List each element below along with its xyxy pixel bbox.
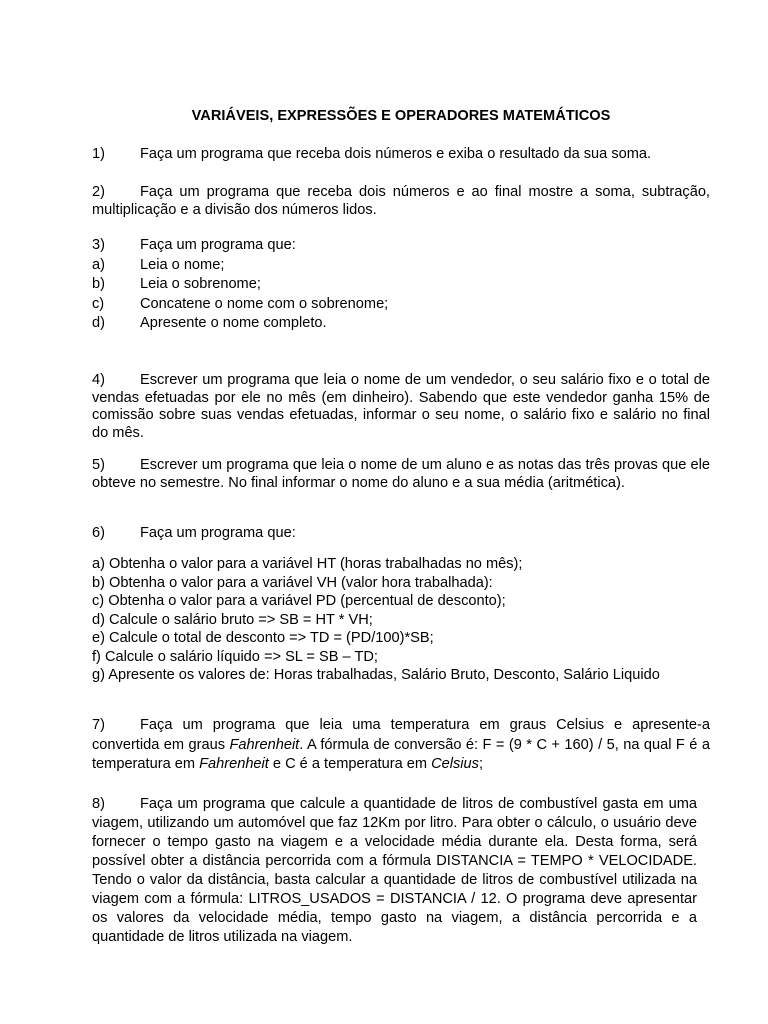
item-text: Apresente o nome completo. — [140, 315, 327, 331]
item-label: a) — [92, 256, 105, 273]
question-number: 3) — [92, 237, 105, 253]
question-text: ; — [478, 756, 484, 772]
list-item — [92, 314, 710, 334]
question-number: 5) — [92, 457, 105, 473]
question-number: 2) — [92, 184, 105, 200]
item-label: d) — [92, 315, 105, 331]
question-text: . A fórmula de conversão é: F = (9 * C + 160) / 5, na qual F é a temperatura em — [92, 736, 710, 772]
step-line: b) Obtenha o valor para a variável VH (valor hora trabalhada): — [92, 574, 493, 591]
question-text: Escrever um programa que leia o nome de um aluno e as notas das três provas que ele obteve no semestre. No final informar o nome do aluno e a sua média (aritmética). — [92, 457, 710, 491]
item-text: Leia o sobrenome; — [140, 276, 261, 292]
question-number: 8) — [92, 796, 105, 812]
step-line: f) Calcule o salário líquido => SL = SB – TD; — [92, 648, 378, 665]
emphasis-fahrenheit: Fahrenheit — [199, 756, 269, 772]
question-text: Faça um programa que calcule a quantidade de litros de combustível gasta em uma viagem, utilizando um automóvel que faz 12Km por litro. Para obter o cálculo, o usuário deve fornecer o tempo gasto na viagem e a velocidade média durante ela. Desta forma, será possível obter a distância percorrida com a fórmula DISTANCIA = TEMPO * VELOCIDADE. Tendo o valor da distância, basta calcular a quantidade de litros de combustível utilizada na viagem com a fórmula: LITROS_USADOS = DISTANCIA / 12. O programa deve apresentar os valores da velocidade média, tempo gasto na viagem, a distância percorrida e a quantidade de litros utilizada na viagem. — [92, 796, 697, 945]
question-text: Faça um programa que: — [140, 237, 296, 253]
question-number: 4) — [92, 372, 105, 388]
list-item — [92, 275, 710, 295]
step-line: a) Obtenha o valor para a variável HT (horas trabalhadas no mês); — [92, 556, 523, 572]
step-line: c) Obtenha o valor para a variável PD (percentual de desconto); — [92, 593, 506, 609]
question-5 — [92, 457, 710, 492]
question-text: Faça um programa que: — [140, 525, 296, 541]
step-line: e) Calcule o total de desconto => TD = (PD/100)*SB; — [92, 630, 434, 646]
question-3 — [92, 236, 710, 334]
question-7 — [92, 716, 710, 775]
emphasis-fahrenheit: Fahrenheit — [229, 736, 300, 753]
emphasis-celsius: Celsius — [431, 756, 479, 772]
question-number: 1) — [92, 146, 105, 162]
list-item — [92, 256, 710, 276]
question-number: 6) — [92, 525, 105, 541]
question-2 — [92, 184, 710, 219]
step-line: d) Calcule o salário bruto => SB = HT * VH; — [92, 611, 373, 628]
item-label: c) — [92, 295, 105, 312]
question-1 — [92, 146, 710, 164]
question-8 — [92, 795, 710, 947]
question-text: Faça um programa que leia uma temperatura em graus Celsius e apresente-a convertida em graus — [92, 717, 710, 753]
question-number: 7) — [92, 717, 105, 733]
question-6-steps — [92, 555, 710, 685]
question-text: Faça um programa que receba dois números e exiba o resultado da sua soma. — [140, 146, 652, 162]
item-text: Concatene o nome com o sobrenome; — [140, 295, 389, 312]
item-label: b) — [92, 276, 105, 292]
document-title: VARIÁVEIS, EXPRESSÕES E OPERADORES MATEMÁTICOS — [191, 108, 611, 124]
question-6 — [92, 525, 710, 543]
question-text: e C é a temperatura em — [268, 756, 432, 772]
question-4 — [92, 372, 710, 442]
question-text: Faça um programa que receba dois números e ao final mostre a soma, subtração, multiplicação e a divisão dos números lidos. — [92, 184, 710, 218]
list-item — [92, 295, 710, 315]
item-text: Leia o nome; — [140, 256, 225, 273]
question-text: Escrever um programa que leia o nome de um vendedor, o seu salário fixo e o total de vendas efetuadas por ele no mês (em dinheiro). Sabendo que este vendedor ganha 15% de comissão sobre suas vendas efetuadas, informar o seu nome, o salário fixo e salário no final do mês. — [92, 372, 710, 441]
step-line: g) Apresente os valores de: Horas trabalhadas, Salário Bruto, Desconto, Salário Liquido — [92, 667, 660, 683]
